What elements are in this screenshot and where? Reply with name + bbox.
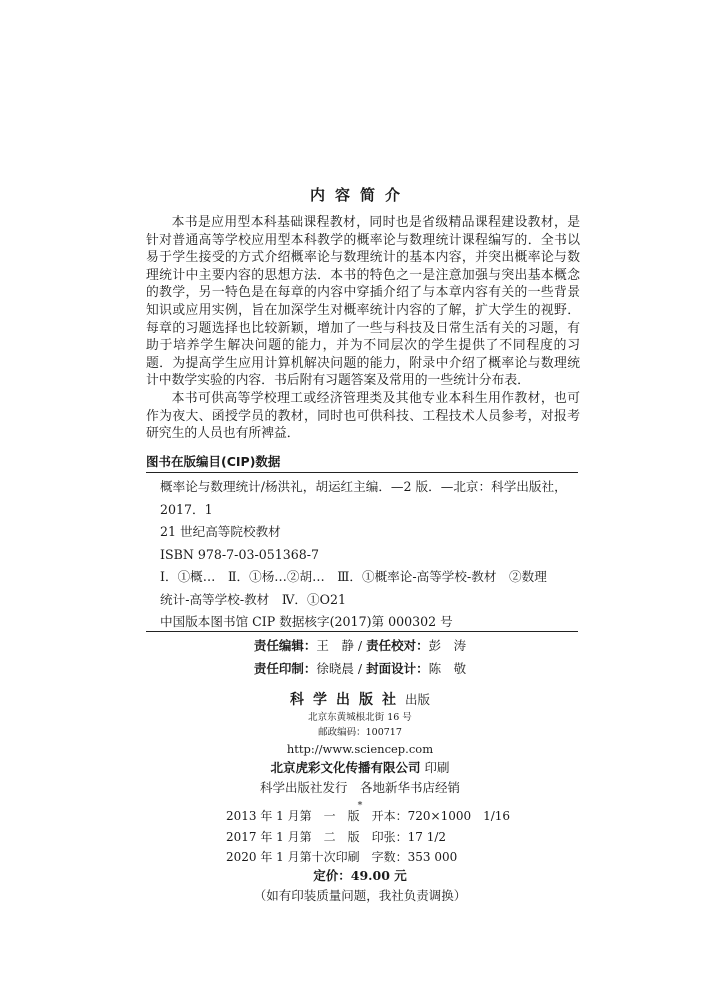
cip-title: 图书在版编目(CIP)数据 xyxy=(146,454,281,469)
summary-paragraph-2: 本书可供高等学校理工或经济管理类及其他专业本科生用作教材，也可作为夜大、函授学员的教材，同时也可供科技、工程技术人员参考，对报考研究生的人员也有所裨益． xyxy=(146,390,580,442)
credits xyxy=(0,634,720,680)
cip-bottom-rule xyxy=(146,631,578,632)
cover-designer-label: 封面设计： xyxy=(366,661,429,676)
cip-line-isbn: ISBN 978-7-03-051368-7 xyxy=(160,546,320,562)
printer-suffix: 印刷 xyxy=(424,760,450,775)
edition-line-3: 2020 年 1 月第十次印刷 字数：353 000 xyxy=(226,850,458,864)
separator-star: * xyxy=(357,800,363,811)
summary-body xyxy=(146,214,580,443)
distribution-line: 科学出版社发行 各地新华书店经销 xyxy=(259,780,460,795)
cip-line-series: 21 世纪高等院校教材 xyxy=(160,524,281,539)
publisher-suffix: 出版 xyxy=(404,692,430,707)
publisher-name: 科学出版社 xyxy=(289,692,405,708)
credits-row-1 xyxy=(0,634,720,657)
publisher-address: 北京东黄城根北街 16 号 xyxy=(308,712,412,723)
credits-separator: / xyxy=(353,638,367,653)
cip-line-date: 2017．1 xyxy=(160,501,213,517)
cip-line-number: 中国版本图书馆 CIP 数据核字(2017)第 000302 号 xyxy=(160,614,453,629)
quality-note: （如有印装质量问题，我社负责调换） xyxy=(253,888,467,903)
cip-line-classification-cont: 统计-高等学校-教材 Ⅳ．①O21 xyxy=(160,591,346,607)
printer-name: 北京虎彩文化传播有限公司 xyxy=(270,760,421,775)
editor-label: 责任编辑： xyxy=(253,638,317,653)
print-supervisor-name: 徐晓晨 xyxy=(316,661,354,676)
cip-line-classification: Ⅰ．①概… Ⅱ．①杨…②胡… Ⅲ．①概率论-高等学校-教材 ②数理 xyxy=(160,569,547,584)
edition-line-1: 2013 年 1 月第 一 版 开本：720×1000 1/16 xyxy=(226,809,511,823)
summary-title: 内容简介 xyxy=(309,186,410,204)
summary-paragraph-1: 本书是应用型本科基础课程教材，同时也是省级精品课程建设教材，是针对普通高等学校应用型本科教学的概率论与数理统计课程编写的．全书以易于学生接受的方式介绍概率论与数理统计的基本内容，并突出概率论与数理统计中主要内容的思想方法．本书的特色之一是注意加强与突出基本概念的教学，另一特色是在每章的内容中穿插介绍了与本章内容有关的一些背景知识或应用实例，旨在加深学生对概率统计内容的了解，扩大学生的视野．每章的习题选择也比较新颖，增加了一些与科技及日常生活有关的习题，有助于培养学生解决问题的能力，并为不同层次的学生提供了不同程度的习题．为提高学生应用计算机解决问题的能力，附录中介绍了概率论与数理统计中数学实验的内容．书后附有习题答案及常用的一些统计分布表． xyxy=(146,215,580,389)
cip-line-title: 概率论与数理统计/杨洪礼，胡运红主编．—2 版．—北京：科学出版社， xyxy=(160,479,567,494)
price: 定价：49.00 元 xyxy=(313,868,407,883)
publisher-url: http://www.sciencep.com xyxy=(286,742,434,756)
cip-block xyxy=(160,476,578,634)
edition-line-2: 2017 年 1 月第 二 版 印张：17 1/2 xyxy=(226,829,447,844)
publisher-postcode: 邮政编码：100717 xyxy=(318,727,402,738)
cover-designer-name: 陈 敬 xyxy=(428,661,467,676)
publisher-block xyxy=(0,690,720,813)
editor-name: 王 静 xyxy=(316,638,354,653)
credits-separator: / xyxy=(353,661,367,676)
credits-row-2 xyxy=(0,657,720,680)
cip-top-rule xyxy=(146,472,578,473)
proofreader-name: 彭 涛 xyxy=(428,638,467,653)
print-supervisor-label: 责任印制： xyxy=(253,661,317,676)
proofreader-label: 责任校对： xyxy=(366,638,429,653)
edition-info xyxy=(226,806,510,868)
